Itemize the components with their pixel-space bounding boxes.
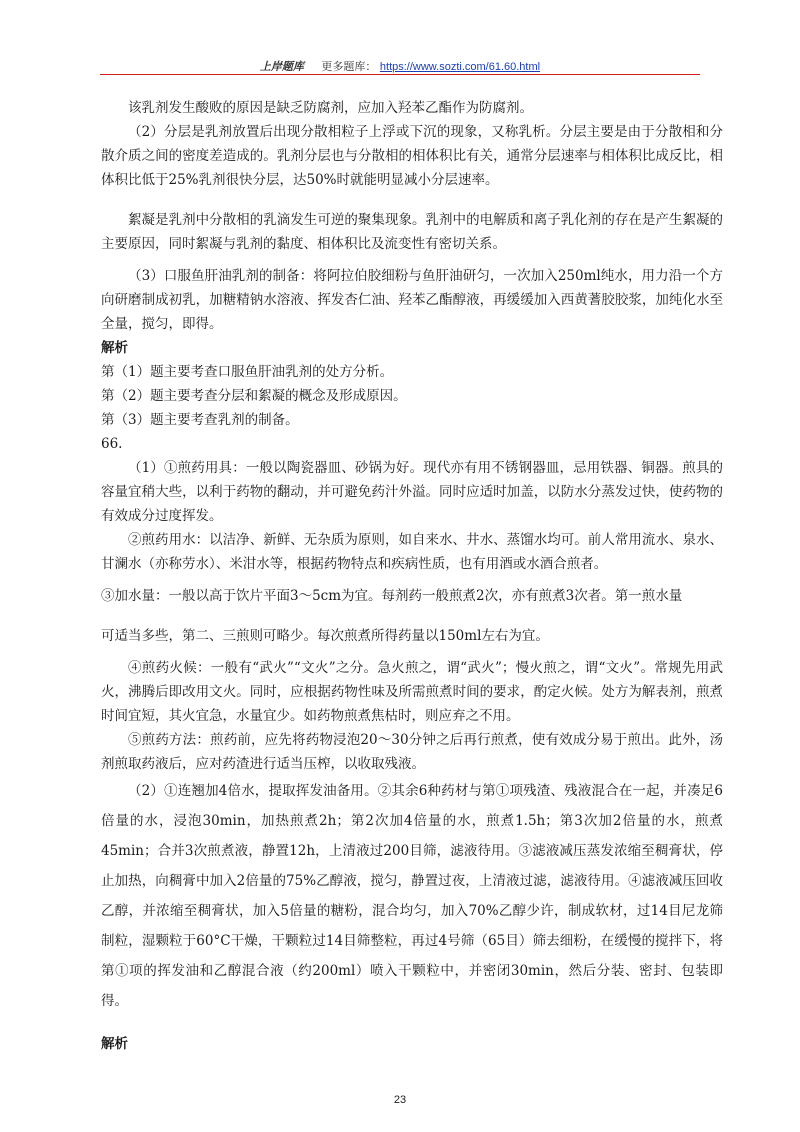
analysis-heading: 解析: [101, 340, 128, 356]
paragraph-water-amount-cont: 可适当多些，第二、三煎则可略少。每次煎煮所得药量以150ml左右为宜。: [101, 628, 549, 644]
header-link[interactable]: https://www.sozti.com/61.60.html: [379, 61, 541, 73]
paragraph-heat-control: ④煎药火候：一般有“武火”“文火”之分。急火煎之，谓“武火”；慢火煎之，谓“文火”。常规先用武火，沸腾后即改用文火。同时，应根据药物性味及所需煎煮时间的要求，酌定火候。处方为解表剂，煎煮时间宜短，其火宜急，水量宜少。如药物煎煮焦枯时，则应弃之不用。: [101, 660, 723, 724]
paragraph-rancidity: 该乳剂发生酸败的原因是缺乏防腐剂，应加入羟苯乙酯作为防腐剂。: [128, 100, 533, 116]
paragraph-flocculation: 絮凝是乳剂中分散相的乳滴发生可逆的聚集现象。乳剂中的电解质和离子乳化剂的存在是产生絮凝的主要原因，同时絮凝与乳剂的黏度、相体积比及流变性有密切关系。: [101, 212, 723, 252]
page-number: 23: [393, 1094, 407, 1106]
analysis-line: 第（3）题主要考查乳剂的制备。: [101, 412, 299, 428]
page-header: [0, 58, 800, 74]
header-divider: [100, 74, 700, 75]
analysis-heading: 解析: [101, 1036, 128, 1052]
analysis-line: 第（2）题主要考查分层和絮凝的概念及形成原因。: [101, 388, 407, 404]
header-more-label: 更多题库：: [321, 60, 377, 73]
paragraph-creaming: （2）分层是乳剂放置后出现分散相粒子上浮或下沉的现象，又称乳析。分层主要是由于分散相和分散介质之间的密度差造成的。乳剂分层也与分散相的相体积比有关，通常分层速率与相体积比成反比，相体积比低于25%乳剂很快分层，达50%时就能明显减小分层速率。: [101, 124, 723, 188]
paragraph-decoction-vessel: （1）①煎药用具：一般以陶瓷器皿、砂锅为好。现代亦有用不锈钢器皿，忌用铁器、铜器。煎具的容量宜稍大些，以利于药物的翻动，并可避免药汁外溢。同时应适时加盖，以防水分蒸发过快，使药物的有效成分过度挥发。: [101, 460, 723, 524]
paragraph-decoction-water: ②煎药用水：以洁净、新鲜、无杂质为原则，如自来水、井水、蒸馏水均可。前人常用流水、泉水、甘澜水（亦称劳水）、米泔水等，根据药物特点和疾病性质，也有用酒或水酒合煎者。: [101, 532, 723, 572]
paragraph-water-amount: ③加水量：一般以高于饮片平面3～5cm为宜。每剂药一般煎煮2次，亦有煎煮3次者。第一煎水量: [101, 588, 683, 604]
paragraph-method: ⑤煎药方法：煎药前，应先将药物浸泡20～30分钟之后再行煎煮，使有效成分易于煎出。此外，汤剂煎取药液后，应对药渣进行适当压榨，以收取残液。: [101, 732, 723, 772]
question-number: 66.: [101, 436, 123, 452]
document-body: [101, 96, 723, 1056]
analysis-line: 第（1）题主要考查口服鱼肝油乳剂的处方分析。: [101, 364, 394, 380]
paragraph-preparation: （3）口服鱼肝油乳剂的制备：将阿拉伯胶细粉与鱼肝油研匀，一次加入250ml纯水，用力沿一个方向研磨制成初乳，加糖精钠水溶液、挥发杏仁油、羟苯乙酯醇液，再缓缓加入西黄蓍胶胶浆，加纯化水至全量，搅匀，即得。: [101, 268, 723, 332]
header-brand: 上岸题库: [259, 60, 304, 73]
paragraph-granule-preparation: （2）①连翘加4倍水，提取挥发油备用。②其余6种药材与第①项残渣、残液混合在一起，并凑足6倍量的水，浸泡30min，加热煎煮2h；第2次加4倍量的水，煎煮1.5h；第3次加2倍量的水，煎煮45min；合并3次煎煮液，静置12h，上清液过200目筛，滤液待用。③滤液减压蒸发浓缩至稠膏状，停止加热，向稠膏中加入2倍量的75%乙醇液，搅匀，静置过夜，上清液过滤，滤液待用。④滤液减压回收乙醇，并浓缩至稠膏状，加入5倍量的糖粉，混合均匀，加入70%乙醇少许，制成软材，过14目尼龙筛制粒，湿颗粒于60°C干燥，干颗粒过14目筛整粒，再过4号筛（65目）筛去细粉，在缓慢的搅拌下，将第①项的挥发油和乙醇混合液（约200ml）喷入干颗粒中，并密闭30min，然后分装、密封、包装即得。: [101, 783, 723, 1009]
